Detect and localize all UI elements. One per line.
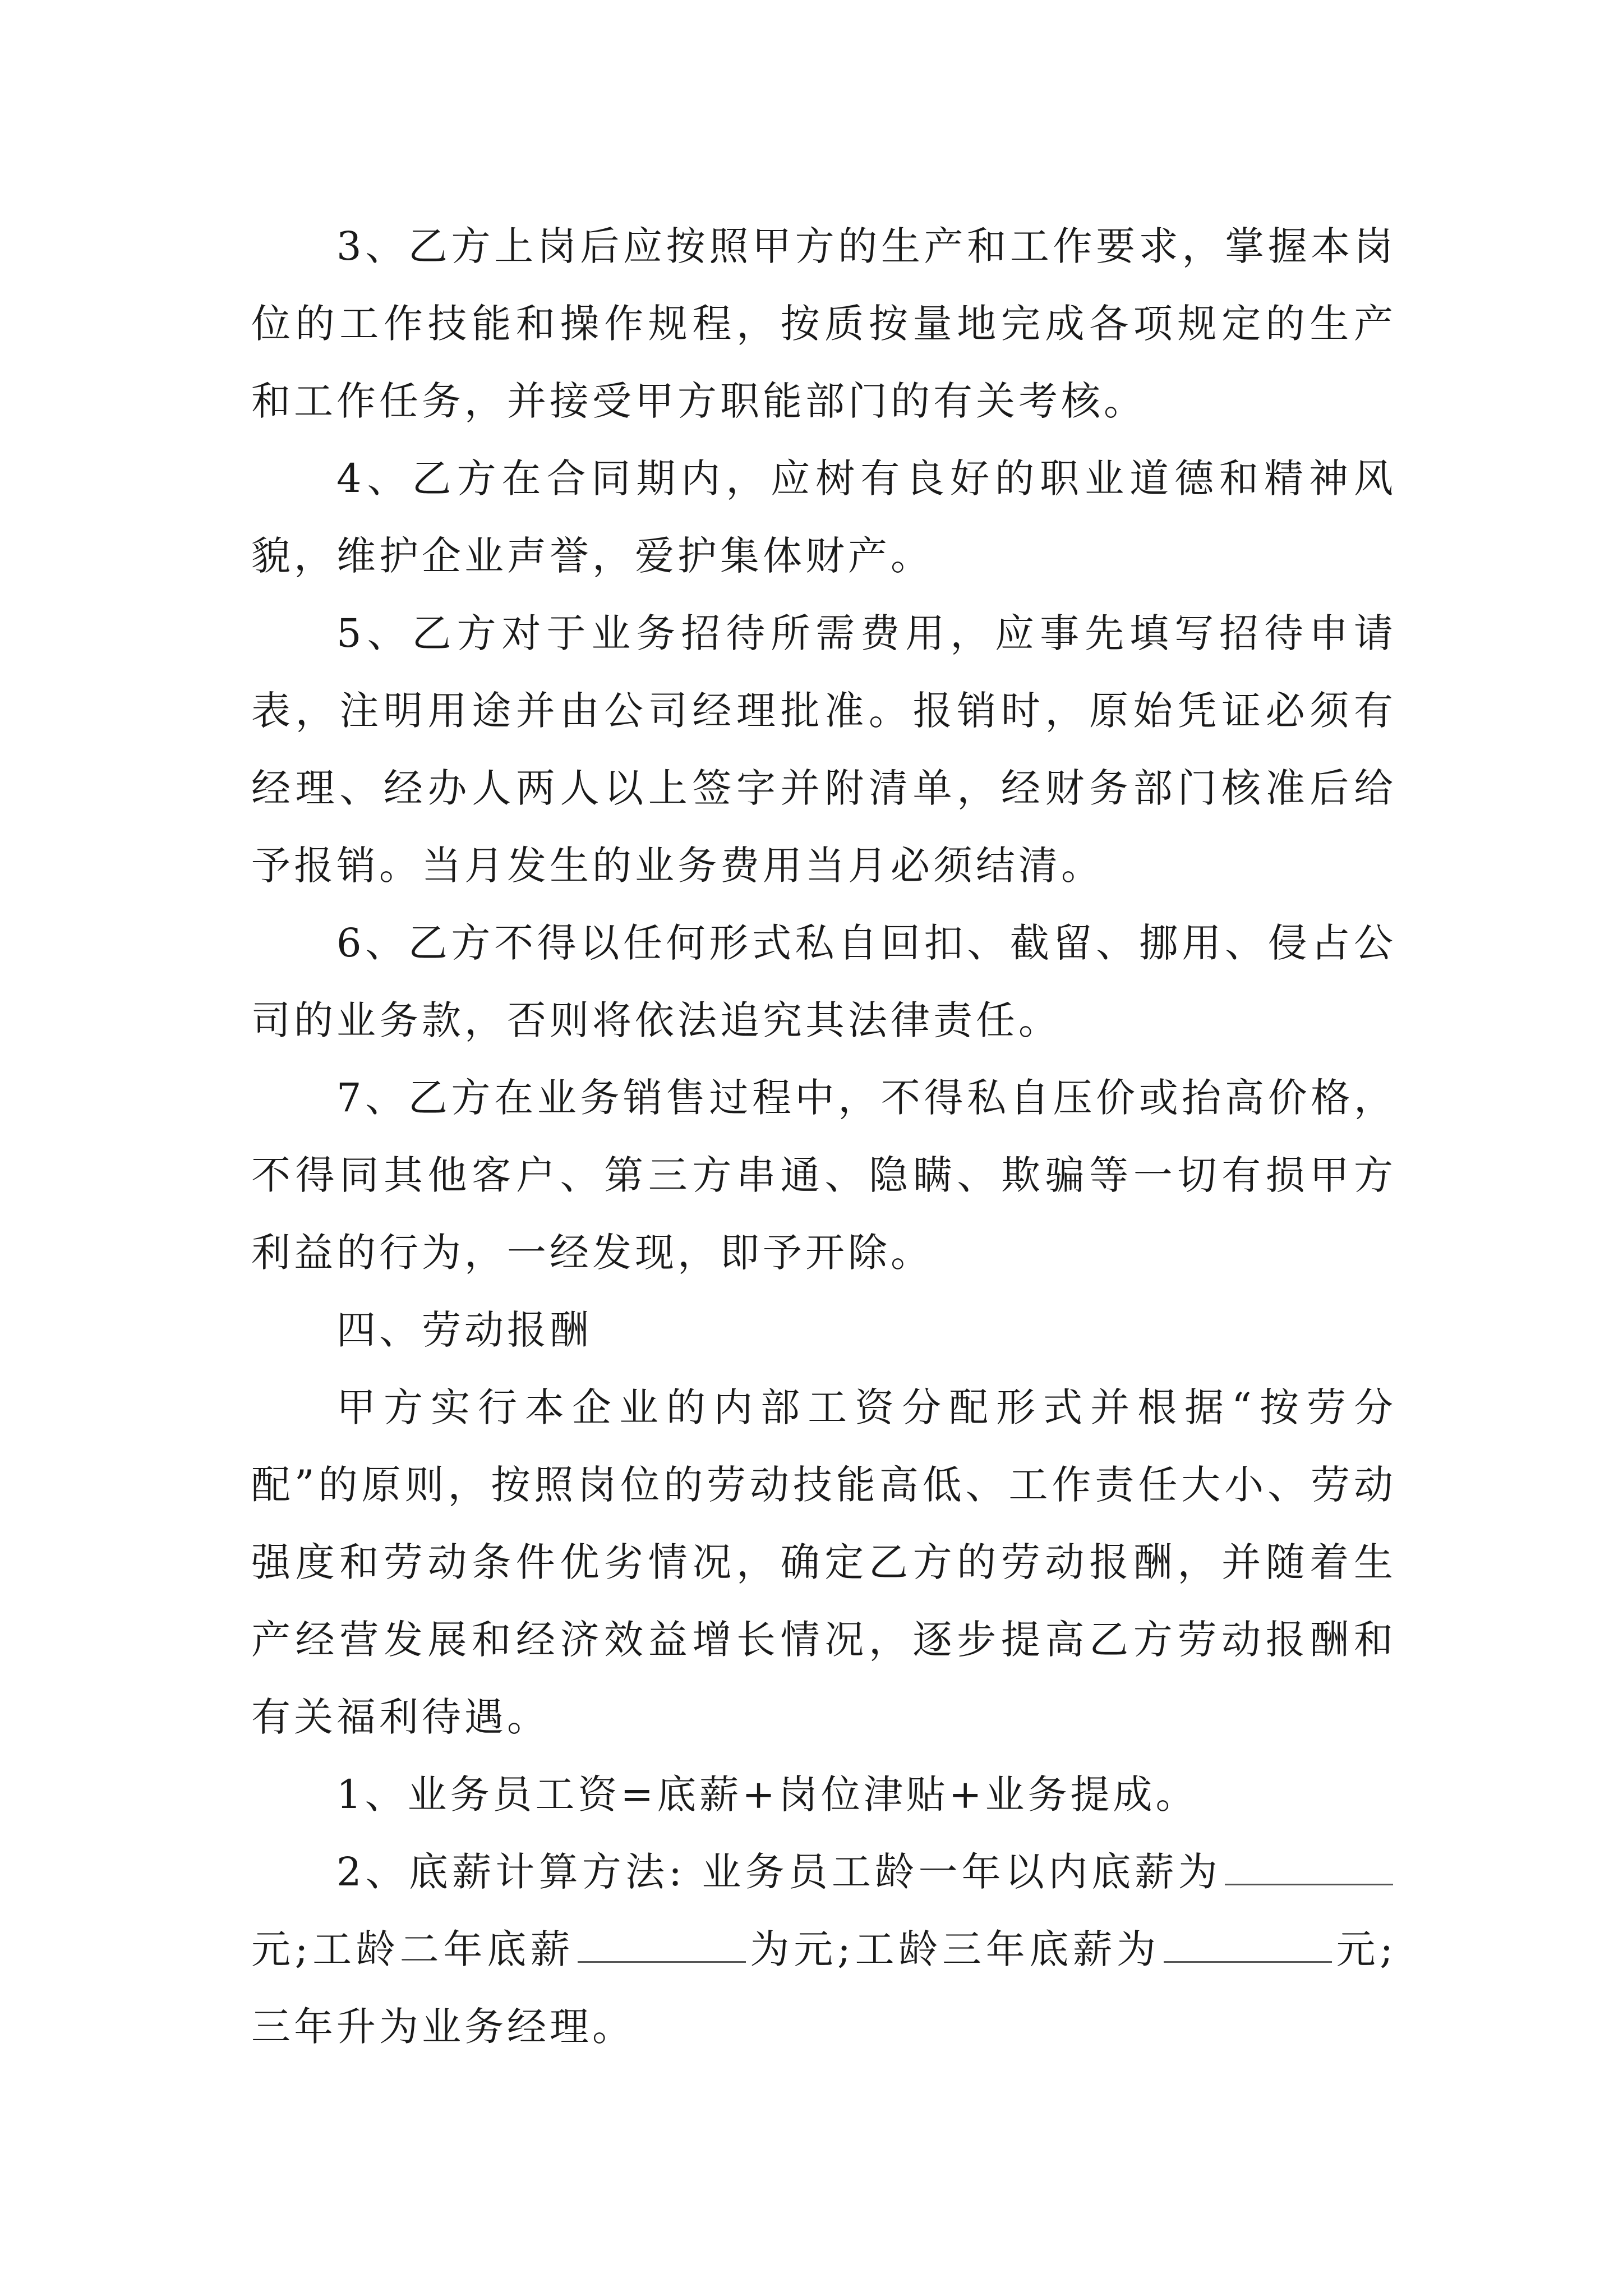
blank-field-year2[interactable] bbox=[578, 1922, 746, 1963]
salary-2-text-4: 元;三年升为业务经理。 bbox=[251, 1926, 1396, 2050]
remuneration-paragraph: 甲方实行本企业的内部工资分配形式并根据“按劳分配”的原则，按照岗位的劳动技能高低、工作责任大小、劳动强度和劳动条件优劣情况，确定乙方的劳动报酬，并随着生产经营发展和经济效益增长情况，逐步提高乙方劳动报酬和有关福利待遇。 bbox=[251, 1384, 1396, 1740]
salary-item-2 bbox=[251, 1833, 1396, 2065]
clause-6: 6、乙方不得以任何形式私自回扣、截留、挪用、侵占公司的业务款，否则将依法追究其法律责任。 bbox=[251, 920, 1396, 1043]
clause-4: 4、乙方在合同期内，应树有良好的职业道德和精神风貌，维护企业声誉，爱护集体财产。 bbox=[251, 455, 1396, 579]
clause-3: 3、乙方上岗后应按照甲方的生产和工作要求，掌握本岗位的工作技能和操作规程，按质按量地完成各项规定的生产和工作任务，并接受甲方职能部门的有关考核。 bbox=[251, 223, 1396, 424]
clause-5: 5、乙方对于业务招待所需费用，应事先填写招待申请表，注明用途并由公司经理批准。报销时，原始凭证必须有经理、经办人两人以上签字并附清单，经财务部门核准后给予报销。当月发生的业务费用当月必须结清。 bbox=[251, 610, 1396, 889]
salary-item-1: 1、业务员工资=底薪+岗位津贴+业务提成。 bbox=[336, 1772, 1198, 1818]
document-page bbox=[251, 208, 1396, 2065]
salary-2-text-2: 元;工龄二年底薪 bbox=[251, 1926, 574, 1972]
section-heading-remuneration: 四、劳动报酬 bbox=[336, 1307, 592, 1353]
clause-7: 7、乙方在业务销售过程中，不得私自压价或抬高价格，不得同其他客户、第三方串通、隐瞒、欺骗等一切有损甲方利益的行为，一经发现，即予开除。 bbox=[251, 1075, 1396, 1276]
blank-field-year1[interactable] bbox=[1225, 1844, 1393, 1885]
salary-2-text-1: 2、底薪计算方法: 业务员工龄一年以内底薪为 bbox=[336, 1849, 1221, 1895]
salary-2-text-3: 为元;工龄三年底薪为 bbox=[749, 1926, 1160, 1972]
blank-field-year3[interactable] bbox=[1164, 1922, 1332, 1963]
